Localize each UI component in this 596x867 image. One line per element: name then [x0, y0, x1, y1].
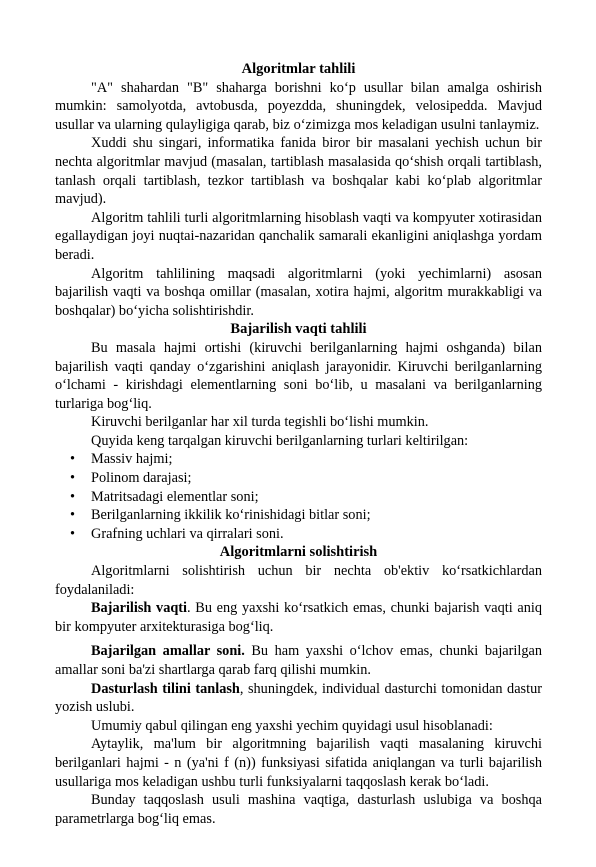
comparison-paragraph-7: Bunday taqqoslash usuli mashina vaqtiga, dasturlash uslubiga va boshqa parametrlarga bog‘liq emas. — [55, 792, 542, 827]
input-types-list — [55, 450, 542, 543]
list-item: • Polinom darajasi; — [55, 469, 542, 488]
comparison-criterion-2 — [55, 642, 542, 679]
criterion-term: Bajarilish vaqti — [91, 600, 188, 617]
document-page — [55, 60, 542, 828]
criterion-term: Bajarilgan amallar soni. — [91, 643, 245, 660]
section-heading-comparison: Algoritmlarni solishtirish — [219, 544, 378, 561]
criterion-text: . Bu eng yaxshi ko‘rsatkich emas, chunki bajarish vaqti aniq bir kompyuter arxitekturasiga bog‘liq. — [55, 600, 542, 635]
list-item: • Grafning uchlari va qirralari soni. — [55, 525, 542, 544]
criterion-term: Dasturlash tilini tanlash — [91, 680, 240, 697]
execution-paragraph-3: Quyida keng tarqalgan kiruvchi berilganlarning turlari keltirilgan: — [91, 432, 469, 449]
intro-paragraph-3: Algoritm tahlili turli algoritmlarning hisoblash vaqti va kompyuter xotirasidan egallaydigan joyi nuqtai-nazaridan qanchalik samarali ekanligini aniqlashga yordam beradi. — [55, 209, 542, 263]
criterion-text: , shuningdek, individual dasturchi tomonidan dastur yozish uslubi. — [55, 680, 542, 716]
intro-paragraph-2: Xuddi shu singari, informatika fanida biror bir masalani yechish uchun bir nechta algoritmlar mavjud (masalan, tartiblash masalasida qo‘shish orqali tartiblash, tanlash orqali tartiblash, tezkor tartiblash va boshqalar kabi ko‘plab algoritmlar mavjud). — [55, 135, 542, 208]
list-item: • Matritsadagi elementlar soni; — [55, 488, 542, 507]
intro-paragraph-4: Algoritm tahlilining maqsadi algoritmlarni (yoki yechimlarni) asosan bajarilish vaqti va boshqa omillar (masalan, xotira hajmi, algoritm murakkabligi va boshqalar) bo‘yicha solishtirishdir. — [55, 265, 542, 319]
list-item: • Massiv hajmi; — [55, 450, 542, 469]
comparison-paragraph-5: Umumiy qabul qilingan eng yaxshi yechim quyidagi usul hisoblanadi: — [91, 717, 493, 734]
comparison-paragraph-1: Algoritmlarni solishtirish uchun bir nechta ob'ektiv ko‘rsatkichlardan foydalaniladi: — [55, 563, 542, 598]
comparison-criterion-1 — [55, 599, 542, 636]
list-item: • Berilganlarning ikkilik ko‘rinishidagi bitlar soni; — [55, 506, 542, 525]
execution-paragraph-1: Bu masala hajmi ortishi (kiruvchi berilganlarning hajmi oshganda) bilan bajarilish vaqti qanday o‘zgarishini aniqlash jarayonidir. Kiruvchi berilganlarning o‘lchami - kirishdagi elementlarning soni bo‘lib, u masalani va berilganlarning turlariga bog‘liq. — [55, 339, 542, 412]
comparison-paragraph-6: Aytaylik, ma'lum bir algoritmning bajarilish vaqti masalaning kiruvchi berilganlari hajmi - n (ya'ni f (n)) funksiyasi sifatida aniqlangan va turli bajarilish usullariga mos keladigan ushbu turli funksiyalarni taqqoslash kerak bo‘ladi. — [55, 736, 542, 790]
intro-paragraph-1: "A" shahardan "B" shaharga borishni ko‘p usullar bilan amalga oshirish mumkin: samolyotda, avtobusda, poyezdda, shuningdek, velosipedda. Mavjud usullar va ularning qulayligiga qarab, biz o‘zimizga mos keladigan usulni tanlaymiz. — [55, 79, 542, 133]
criterion-text: Bu ham yaxshi o‘lchov emas, chunki bajarilgan amallar soni ba'zi shartlarga qarab farq qilishi mumkin. — [55, 643, 542, 678]
document-title: Algoritmlar tahlili — [241, 61, 356, 77]
section-heading-execution-time: Bajarilish vaqti tahlili — [230, 321, 367, 338]
execution-paragraph-2: Kiruvchi berilganlar har xil turda tegishli bo‘lishi mumkin. — [91, 414, 429, 431]
comparison-criterion-3 — [55, 680, 542, 717]
